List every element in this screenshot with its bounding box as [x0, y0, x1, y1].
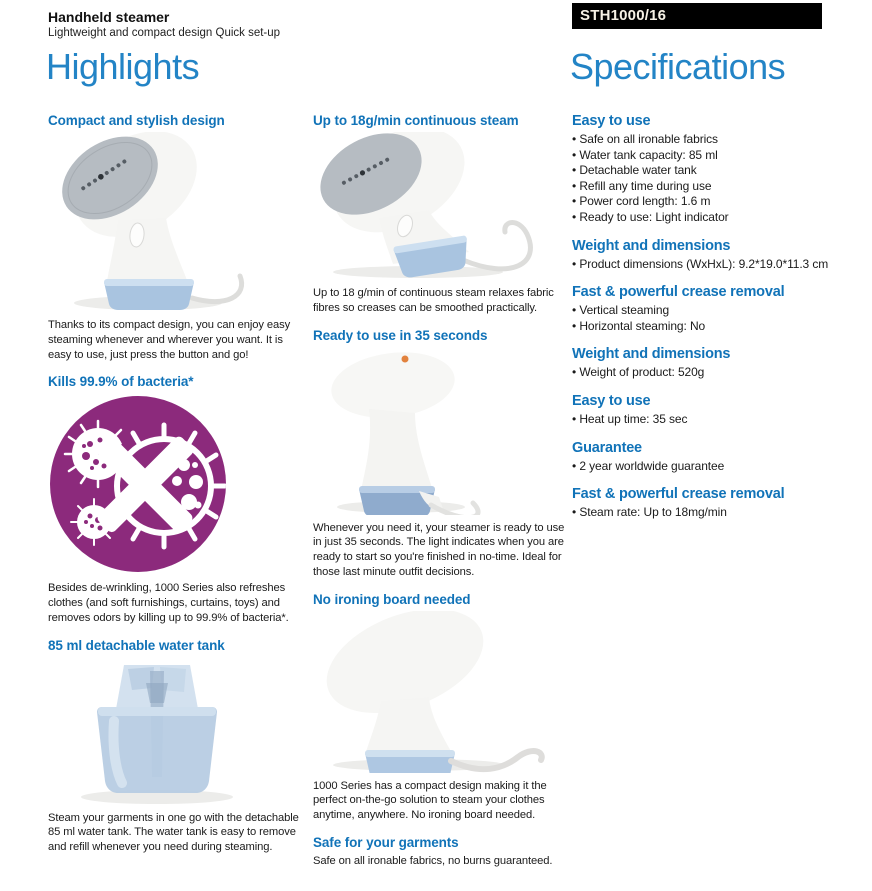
- spec-group-heading: Weight and dimensions: [572, 237, 731, 254]
- spec-item: • Vertical steaming: [572, 303, 864, 319]
- spec-item: • Steam rate: Up to 18mg/min: [572, 505, 864, 521]
- spec-group-heading: Fast & powerful crease removal: [572, 284, 785, 301]
- highlight-section-kills-bacteria: [48, 374, 306, 625]
- spec-group-easy-to-use: [572, 113, 864, 226]
- product-title: Handheld steamer: [48, 9, 170, 25]
- steamer-front-photo: [48, 132, 258, 312]
- spec-item: • 2 year worldwide guarantee: [572, 459, 864, 475]
- spec-item: • Power cord length: 1.6 m: [572, 194, 864, 210]
- spec-group-easy-to-use-2: [572, 393, 864, 428]
- ready-light-indicator: [402, 355, 409, 362]
- spec-item: • Detachable water tank: [572, 163, 864, 179]
- spec-group-guarantee: [572, 440, 864, 475]
- steamer-side-photo: [313, 611, 553, 773]
- spec-group-crease-removal-2: [572, 486, 864, 521]
- product-subtitle: Lightweight and compact design Quick set-up: [48, 27, 281, 39]
- highlight-text: Safe on all ironable fabrics, no burns guaranteed.: [313, 855, 553, 868]
- steamer-tilted-photo: [313, 132, 553, 280]
- highlight-heading: Safe for your garments: [313, 835, 459, 851]
- spec-item: • Safe on all ironable fabrics: [572, 132, 864, 148]
- highlight-section-safe-garments: [313, 835, 571, 869]
- highlight-heading: Kills 99.9% of bacteria*: [48, 374, 194, 390]
- spec-group-heading: Easy to use: [572, 392, 651, 409]
- highlight-section-water-tank: [48, 638, 306, 855]
- highlight-text: Thanks to its compact design, you can enjoy easy steaming whenever and wherever you want. It is easy to use, just press the button and go!: [48, 319, 291, 361]
- spec-group-weight-dimensions-2: [572, 346, 864, 381]
- spec-item: • Heat up time: 35 sec: [572, 412, 864, 428]
- spec-group-heading: Guarantee: [572, 439, 642, 456]
- highlight-heading: Ready to use in 35 seconds: [313, 327, 488, 343]
- highlight-heading: Up to 18g/min continuous steam: [313, 113, 519, 128]
- spec-item: • Horizontal steaming: No: [572, 319, 864, 335]
- highlight-section-no-ironing-board: [313, 592, 571, 823]
- specifications-title: Specifications: [570, 46, 786, 87]
- highlight-text: Besides de-wrinkling, 1000 Series also refreshes clothes (and soft furnishings, curtains, toys) and removes odors by killing up to 99.9% of bacteria*.: [48, 582, 289, 624]
- highlight-text: 1000 Series has a compact design making it the perfect on-the-go solution to steam your clothes anytime, anywhere. No ironing board needed.: [313, 779, 547, 822]
- spec-item: • Ready to use: Light indicator: [572, 210, 864, 226]
- highlights-title: Highlights: [46, 46, 200, 87]
- bacteria-kill-graphic: [48, 393, 228, 575]
- model-number-badge: STH1000/16: [572, 3, 822, 29]
- highlight-section-ready-35s: [313, 328, 571, 580]
- spec-item: • Refill any time during use: [572, 179, 864, 195]
- spec-group-heading: Weight and dimensions: [572, 346, 731, 363]
- spec-item: • Water tank capacity: 85 ml: [572, 148, 864, 164]
- highlights-column-middle: [313, 113, 571, 881]
- highlight-text: Steam your garments in one go with the detachable 85 ml water tank. The water tank is easy to remove and refill whenever you need during steaming.: [48, 811, 299, 854]
- specifications-column: [572, 113, 864, 533]
- steamer-back-photo: [313, 347, 513, 515]
- spec-group-heading: Fast & powerful crease removal: [572, 486, 785, 503]
- highlight-heading: No ironing board needed: [313, 591, 471, 607]
- highlight-text: Up to 18 g/min of continuous steam relaxes fabric fibres so creases can be smoothed practically.: [313, 287, 554, 314]
- spec-group-heading: Easy to use: [572, 113, 651, 129]
- water-tank-photo: [62, 657, 262, 805]
- highlight-section-compact-design: [48, 113, 306, 362]
- highlight-text: Whenever you need it, your steamer is ready to use in just 35 seconds. The light indicates when you are ready to start so you're finished in no-time. Ideal for those last minute outfit decisions.: [313, 521, 565, 578]
- highlight-heading: 85 ml detachable water tank: [48, 637, 225, 653]
- spec-item: • Product dimensions (WxHxL): 9.2*19.0*11.3 cm: [572, 257, 864, 273]
- highlight-section-continuous-steam: [313, 113, 571, 316]
- highlights-column-left: [48, 113, 306, 867]
- spec-group-weight-dimensions: [572, 238, 864, 273]
- highlight-heading: Compact and stylish design: [48, 113, 225, 128]
- spec-item: • Weight of product: 520g: [572, 365, 864, 381]
- spec-group-crease-removal: [572, 284, 864, 334]
